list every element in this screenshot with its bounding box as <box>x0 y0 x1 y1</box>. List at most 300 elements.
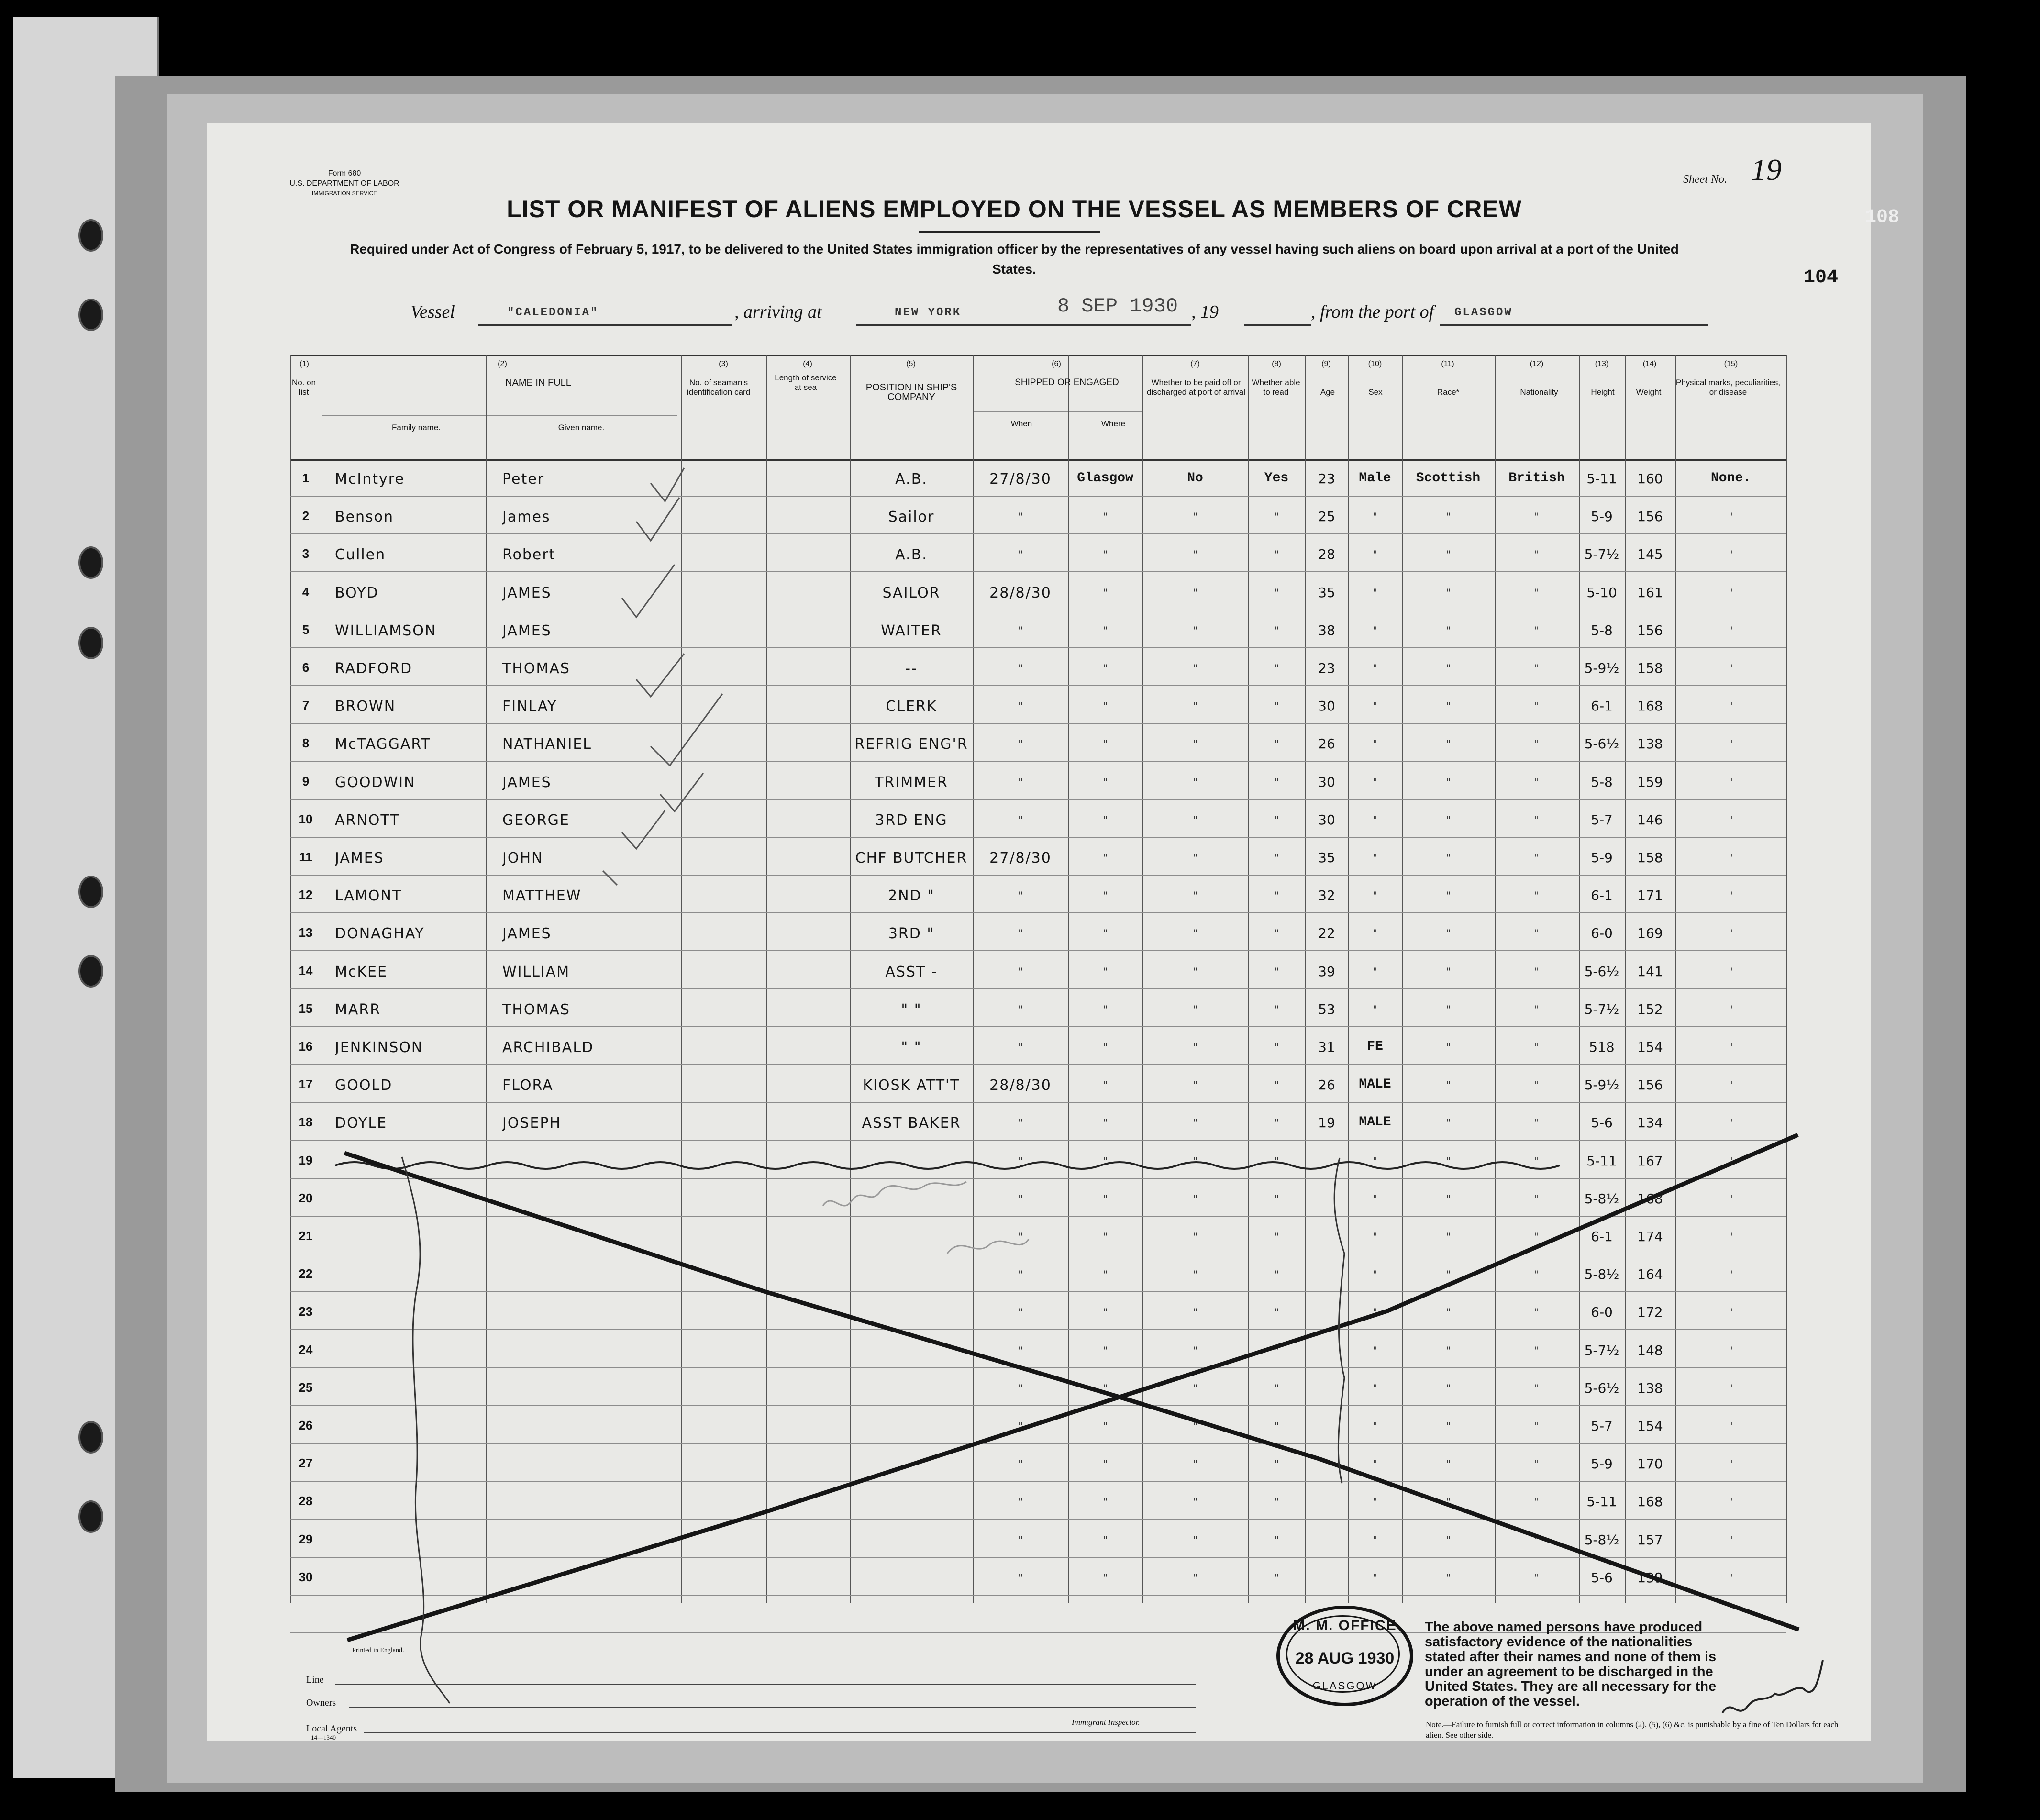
able-to-read-cell: " <box>1274 1080 1279 1092</box>
cross-line-2 <box>347 1135 1798 1640</box>
nationality-cell: " <box>1534 1497 1540 1509</box>
header-given-name: Given name. <box>558 423 605 432</box>
race-cell: " <box>1445 1269 1451 1281</box>
paid-off-cell: " <box>1192 701 1198 713</box>
row-number: 23 <box>299 1304 313 1319</box>
sex-cell: " <box>1372 1497 1378 1509</box>
physical-marks-cell: " <box>1728 739 1734 751</box>
weight-cell: 169 <box>1637 925 1663 941</box>
header-height: Height <box>1591 388 1615 397</box>
column-number: (12) <box>1530 360 1544 368</box>
able-to-read-cell: " <box>1274 1004 1279 1016</box>
sex-cell: " <box>1372 549 1378 561</box>
stamp-date: 28 AUG 1930 <box>1295 1649 1395 1667</box>
race-cell: " <box>1445 1421 1451 1433</box>
physical-marks-cell: " <box>1728 1156 1734 1168</box>
position-cell: REFRIG ENG'R <box>854 736 968 753</box>
shipped-when-cell: " <box>1018 815 1023 827</box>
row-number: 10 <box>299 812 313 826</box>
paid-off-cell: " <box>1192 625 1198 637</box>
column-number: (6) <box>1052 360 1061 368</box>
shipped-when-cell: " <box>1018 890 1023 902</box>
race-cell: " <box>1445 1232 1451 1243</box>
weight-cell: 134 <box>1637 1115 1663 1131</box>
nationality-cell: " <box>1534 1080 1540 1092</box>
shipped-where-cell: " <box>1102 1080 1108 1092</box>
weight-cell: 154 <box>1637 1039 1663 1055</box>
sex-cell: FE <box>1367 1039 1383 1054</box>
position-cell: CLERK <box>886 698 937 715</box>
paid-off-cell: " <box>1192 1232 1198 1243</box>
shipped-when-cell: " <box>1018 928 1023 940</box>
physical-marks-cell: " <box>1728 511 1734 523</box>
weight-cell: 156 <box>1637 622 1663 638</box>
shipped-when-cell: " <box>1018 1383 1023 1395</box>
vessel-label: Vessel <box>410 302 455 322</box>
height-cell: 6-1 <box>1591 888 1613 903</box>
row-number: 3 <box>302 546 310 561</box>
height-cell: 5-8½ <box>1584 1532 1619 1548</box>
paid-off-cell: " <box>1192 663 1198 675</box>
shipped-where-cell: " <box>1102 701 1108 713</box>
wavy-divider-line <box>335 1162 1560 1169</box>
requirement-text: Required under Act of Congress of February 5, 1917, to be delivered to the United States immigration officer by the representatives of any vessel having such aliens on board upon arrival at a port of the United States. <box>350 242 1679 277</box>
page-title: LIST OR MANIFEST OF ALIENS EMPLOYED ON THE VESSEL AS MEMBERS OF CREW <box>507 196 1522 222</box>
sex-cell: MALE <box>1359 1077 1391 1092</box>
race-cell: " <box>1445 739 1451 751</box>
column-number: (2) <box>498 360 507 368</box>
position-cell: A.B. <box>895 546 928 563</box>
family-name-cell: JENKINSON <box>335 1039 423 1056</box>
row-number: 16 <box>299 1039 313 1054</box>
nationality-cell: " <box>1534 928 1540 940</box>
header-where: Where <box>1101 419 1126 428</box>
weight-cell: 146 <box>1637 812 1663 828</box>
height-cell: 5-11 <box>1586 471 1617 487</box>
family-name-cell: Benson <box>335 509 394 525</box>
sheet-stamp-108: 108 <box>1865 207 1900 228</box>
physical-marks-cell: " <box>1728 890 1734 902</box>
row-number: 15 <box>299 1001 313 1016</box>
shipped-when-cell: " <box>1018 1307 1023 1319</box>
physical-marks-cell: " <box>1728 1383 1734 1395</box>
physical-marks-cell: " <box>1728 1497 1734 1509</box>
position-cell: -- <box>905 660 918 677</box>
column-number: (13) <box>1595 360 1609 368</box>
sex-cell: " <box>1372 739 1378 751</box>
row-number: 6 <box>302 660 310 675</box>
family-name-cell: RADFORD <box>335 660 413 677</box>
family-name-cell: McKEE <box>335 964 388 980</box>
row-number: 12 <box>299 888 313 902</box>
right-squiggle-line <box>1334 1158 1344 1483</box>
height-cell: 5-8½ <box>1584 1191 1619 1207</box>
sex-cell: " <box>1372 511 1378 523</box>
sex-cell: " <box>1372 1459 1378 1471</box>
height-cell: 5-7½ <box>1584 546 1619 562</box>
column-number: (15) <box>1724 360 1738 368</box>
physical-marks-cell: " <box>1728 663 1734 675</box>
shipped-when-cell: " <box>1018 1269 1023 1281</box>
weight-cell: 170 <box>1637 1456 1663 1472</box>
row-number: 9 <box>302 774 310 788</box>
weight-cell: 138 <box>1637 1380 1663 1396</box>
physical-marks-cell: " <box>1728 1194 1734 1206</box>
header-sex: Sex <box>1368 388 1383 397</box>
given-name-cell: THOMAS <box>502 660 570 677</box>
age-cell: 30 <box>1318 774 1335 790</box>
row-number: 26 <box>299 1418 313 1432</box>
header-race: Race* <box>1437 388 1460 397</box>
nationality-cell: " <box>1534 1042 1540 1054</box>
shipped-when-cell: " <box>1018 1194 1023 1206</box>
sex-cell: " <box>1372 966 1378 978</box>
nationality-cell: " <box>1534 701 1540 713</box>
nationality-cell: " <box>1534 853 1540 865</box>
given-name-cell: James <box>502 509 551 525</box>
height-cell: 5-11 <box>1586 1153 1617 1169</box>
age-cell: 25 <box>1318 509 1335 524</box>
able-to-read-cell: " <box>1274 1232 1279 1243</box>
able-to-read-cell: " <box>1274 1269 1279 1281</box>
height-cell: 6-0 <box>1591 1304 1613 1320</box>
height-cell: 5-9½ <box>1584 660 1619 676</box>
given-name-cell: GEORGE <box>502 812 570 829</box>
given-name-cell: ARCHIBALD <box>502 1039 594 1056</box>
row-number: 25 <box>299 1380 313 1395</box>
paid-off-cell: " <box>1192 1194 1198 1206</box>
weight-cell: 139 <box>1637 1570 1663 1586</box>
able-to-read-cell: " <box>1274 511 1279 523</box>
row-number: 28 <box>299 1494 313 1508</box>
able-to-read-cell: " <box>1274 1383 1279 1395</box>
position-cell: 2ND " <box>888 888 935 904</box>
nationality-cell: " <box>1534 966 1540 978</box>
from-label: , from the port of <box>1311 302 1434 322</box>
shipped-where-cell: " <box>1102 511 1108 523</box>
header-shipped-engaged: SHIPPED OR ENGAGED <box>1015 377 1119 388</box>
shipped-when-cell: " <box>1018 777 1023 789</box>
given-name-cell: FLORA <box>502 1077 554 1094</box>
height-cell: 5-10 <box>1586 585 1617 600</box>
race-cell: " <box>1445 701 1451 713</box>
race-cell: " <box>1445 853 1451 865</box>
nationality-cell: " <box>1534 777 1540 789</box>
race-cell: " <box>1445 890 1451 902</box>
shipped-when-cell: " <box>1018 663 1023 675</box>
weight-cell: 138 <box>1637 736 1663 752</box>
weight-cell: 168 <box>1637 698 1663 714</box>
shipped-where-cell: " <box>1102 739 1108 751</box>
shipped-where-cell: " <box>1102 663 1108 675</box>
weight-cell: 145 <box>1637 546 1663 562</box>
race-cell: " <box>1445 1345 1451 1357</box>
height-cell: 5-9½ <box>1584 1077 1619 1093</box>
race-cell: " <box>1445 966 1451 978</box>
owners-label: Owners <box>306 1698 336 1708</box>
sex-cell: " <box>1372 663 1378 675</box>
column-number: (11) <box>1441 360 1454 368</box>
shipped-when-cell: " <box>1018 1573 1023 1585</box>
family-name-cell: BOYD <box>335 585 379 601</box>
race-cell: " <box>1445 549 1451 561</box>
shipped-when-cell: " <box>1018 1497 1023 1509</box>
race-cell: " <box>1445 663 1451 675</box>
row-number: 4 <box>302 585 310 599</box>
height-cell: 5-6 <box>1591 1115 1613 1131</box>
sex-cell: " <box>1372 1194 1378 1206</box>
race-cell: " <box>1445 1497 1451 1509</box>
age-cell: 30 <box>1318 812 1335 828</box>
shipped-where-cell: " <box>1102 966 1108 978</box>
nationality-cell: " <box>1534 1194 1540 1206</box>
weight-cell: 167 <box>1637 1153 1663 1169</box>
shipped-when-cell: 27/8/30 <box>989 850 1052 866</box>
nationality-cell: " <box>1534 1573 1540 1585</box>
able-to-read-cell: " <box>1274 1042 1279 1054</box>
race-cell: " <box>1445 777 1451 789</box>
shipped-where-cell: " <box>1102 1535 1108 1547</box>
age-cell: 39 <box>1318 964 1335 979</box>
row-number: 17 <box>299 1077 313 1091</box>
vessel-name: "CALEDONIA" <box>507 306 599 319</box>
physical-marks-cell: " <box>1728 549 1734 561</box>
paid-off-cell: " <box>1192 777 1198 789</box>
column-number: (4) <box>803 360 812 368</box>
row-number: 27 <box>299 1456 313 1470</box>
weight-cell: 160 <box>1637 471 1663 487</box>
header-no-on-list: No. on list <box>291 378 316 397</box>
shipped-when-cell: " <box>1018 549 1023 561</box>
able-to-read-cell: " <box>1274 701 1279 713</box>
able-to-read-cell: " <box>1274 1118 1279 1130</box>
height-cell: 5-7½ <box>1584 1343 1619 1358</box>
able-to-read-cell: Yes <box>1264 471 1289 486</box>
paid-off-cell: " <box>1192 1118 1198 1130</box>
sex-cell: " <box>1372 1156 1378 1168</box>
sex-cell: " <box>1372 928 1378 940</box>
paid-off-cell: " <box>1192 890 1198 902</box>
position-cell: ASST BAKER <box>862 1115 961 1132</box>
able-to-read-cell: " <box>1274 1194 1279 1206</box>
header-seaman-id: No. of seaman's identification card <box>687 378 751 397</box>
nationality-cell: " <box>1534 1535 1540 1547</box>
footnote-text: Note.—Failure to furnish full or correct information in columns (2), (5), (6) &c. is punishable by a fine of Ten Dollars for each alien. See other side. <box>1426 1720 1839 1740</box>
header-name-in-full: NAME IN FULL <box>505 377 571 388</box>
printed-in: Printed in England. <box>352 1647 404 1654</box>
weight-cell: 159 <box>1637 774 1663 790</box>
able-to-read-cell: " <box>1274 1307 1279 1319</box>
agents-code: 14—1340 <box>311 1734 336 1741</box>
form-number: Form 680 <box>328 169 361 178</box>
nationality-cell: " <box>1534 1269 1540 1281</box>
paid-off-cell: " <box>1192 588 1198 599</box>
family-name-cell: ARNOTT <box>335 812 400 829</box>
given-name-cell: JAMES <box>502 774 552 791</box>
row-number: 13 <box>299 925 313 940</box>
owners-underline <box>349 1707 1196 1708</box>
sex-cell: " <box>1372 1004 1378 1016</box>
family-name-cell: DOYLE <box>335 1115 388 1132</box>
able-to-read-cell: " <box>1274 890 1279 902</box>
nationality-cell: " <box>1534 1118 1540 1130</box>
shipped-when-cell: " <box>1018 1156 1023 1168</box>
nationality-cell: " <box>1534 739 1540 751</box>
physical-marks-cell: " <box>1728 1307 1734 1319</box>
header-when: When <box>1010 419 1032 428</box>
column-number: (10) <box>1368 360 1382 368</box>
physical-marks-cell: " <box>1728 815 1734 827</box>
stamp-bottom-text: GLASGOW <box>1312 1680 1377 1692</box>
able-to-read-cell: " <box>1274 815 1279 827</box>
family-name-cell: BROWN <box>335 698 396 715</box>
shipped-when-cell: " <box>1018 739 1023 751</box>
position-cell: Sailor <box>888 509 935 525</box>
check-marks <box>603 468 722 885</box>
position-cell: KIOSK ATT'T <box>863 1077 960 1094</box>
weight-cell: 156 <box>1637 509 1663 524</box>
height-cell: 5-8 <box>1591 774 1613 790</box>
family-name-cell: GOOLD <box>335 1077 393 1094</box>
header-position: POSITION IN SHIP'S COMPANY <box>865 382 957 402</box>
physical-marks-cell: " <box>1728 1535 1734 1547</box>
sex-cell: " <box>1372 625 1378 637</box>
paid-off-cell: " <box>1192 1080 1198 1092</box>
shipped-where-cell: " <box>1102 1004 1108 1016</box>
family-name-cell: DONAGHAY <box>335 925 425 942</box>
height-cell: 5-6 <box>1591 1570 1613 1586</box>
paid-off-cell: " <box>1192 1042 1198 1054</box>
able-to-read-cell: " <box>1274 1459 1279 1471</box>
physical-marks-cell: " <box>1728 1118 1734 1130</box>
given-name-cell: JAMES <box>502 585 552 601</box>
height-cell: 6-1 <box>1591 698 1613 714</box>
race-cell: " <box>1445 1194 1451 1206</box>
paid-off-cell: " <box>1192 1269 1198 1281</box>
nationality-cell: " <box>1534 511 1540 523</box>
height-cell: 5-8 <box>1591 622 1613 638</box>
shipped-where-cell: Glasgow <box>1077 471 1133 486</box>
shipped-where-cell: " <box>1102 1573 1108 1585</box>
header-paid-off: Whether to be paid off or discharged at port of arrival <box>1147 378 1245 397</box>
physical-marks-cell: " <box>1728 701 1734 713</box>
shipped-where-cell: " <box>1102 1307 1108 1319</box>
race-cell: " <box>1445 1042 1451 1054</box>
age-cell: 23 <box>1318 471 1335 487</box>
weight-cell: 141 <box>1637 964 1663 979</box>
weight-cell: 172 <box>1637 1304 1663 1320</box>
shipped-when-cell: " <box>1018 1421 1023 1433</box>
nationality-cell: " <box>1534 549 1540 561</box>
paid-off-cell: " <box>1192 739 1198 751</box>
weight-cell: 156 <box>1637 1077 1663 1093</box>
physical-marks-cell: " <box>1728 588 1734 599</box>
nationality-cell: " <box>1534 588 1540 599</box>
header-able-to-read: Whether able to read <box>1252 378 1300 397</box>
paid-off-cell: No <box>1187 471 1203 486</box>
shipped-when-cell: " <box>1018 625 1023 637</box>
weight-cell: 168 <box>1637 1494 1663 1509</box>
row-number: 5 <box>302 622 310 637</box>
shipped-where-cell: " <box>1102 1118 1108 1130</box>
physical-marks-cell: " <box>1728 1421 1734 1433</box>
agents-underline <box>364 1732 1196 1733</box>
race-cell: " <box>1445 1573 1451 1585</box>
shipped-where-cell: " <box>1102 890 1108 902</box>
age-cell: 26 <box>1318 1077 1335 1093</box>
nationality-cell: " <box>1534 663 1540 675</box>
row-number: 21 <box>299 1229 313 1243</box>
shipped-when-cell: " <box>1018 1004 1023 1016</box>
able-to-read-cell: " <box>1274 777 1279 789</box>
height-cell: 5-6½ <box>1584 736 1619 752</box>
nationality-cell: " <box>1534 1307 1540 1319</box>
able-to-read-cell: " <box>1274 928 1279 940</box>
declaration-text: The above named persons have produced satisfactory evidence of the nationalities stated after their names and none of them is under an agreement to be discharged in the United States. They are all necessary for the operation of the vessel. <box>1425 1620 1717 1709</box>
row-number: 1 <box>302 471 310 485</box>
shipped-when-cell: " <box>1018 1345 1023 1357</box>
age-cell: 53 <box>1318 1001 1335 1017</box>
shipped-when-cell: " <box>1018 966 1023 978</box>
row-number: 19 <box>299 1153 313 1167</box>
physical-marks-cell: " <box>1728 966 1734 978</box>
given-name-cell: Robert <box>502 546 556 563</box>
race-cell: " <box>1445 1004 1451 1016</box>
given-name-cell: MATTHEW <box>502 888 582 904</box>
header-age: Age <box>1320 388 1335 397</box>
able-to-read-cell: " <box>1274 1535 1279 1547</box>
race-cell: Scottish <box>1416 471 1481 486</box>
shipped-where-cell: " <box>1102 1497 1108 1509</box>
age-cell: 23 <box>1318 660 1335 676</box>
paid-off-cell: " <box>1192 1459 1198 1471</box>
arriving-port: NEW YORK <box>895 306 962 319</box>
sex-cell: " <box>1372 1345 1378 1357</box>
nationality-cell: British <box>1508 471 1565 486</box>
shipped-where-cell: " <box>1102 1156 1108 1168</box>
family-name-cell: GOODWIN <box>335 774 416 791</box>
physical-marks-cell: " <box>1728 625 1734 637</box>
shipped-where-cell: " <box>1102 1421 1108 1433</box>
weight-cell: 158 <box>1637 850 1663 866</box>
race-cell: " <box>1445 1535 1451 1547</box>
weight-cell: 154 <box>1637 1418 1663 1434</box>
race-cell: " <box>1445 625 1451 637</box>
height-cell: 5-9 <box>1591 850 1613 866</box>
sex-cell: " <box>1372 588 1378 599</box>
shipped-where-cell: " <box>1102 928 1108 940</box>
given-name-cell: NATHANIEL <box>502 736 592 753</box>
height-cell: 518 <box>1589 1039 1615 1055</box>
height-cell: 5-9 <box>1591 509 1613 524</box>
paid-off-cell: " <box>1192 549 1198 561</box>
able-to-read-cell: " <box>1274 739 1279 751</box>
physical-marks-cell: " <box>1728 1042 1734 1054</box>
row-number: 24 <box>299 1343 313 1357</box>
family-name-cell: WILLIAMSON <box>335 622 437 639</box>
height-cell: 6-1 <box>1591 1229 1613 1244</box>
header-nationality: Nationality <box>1520 388 1558 397</box>
row-number: 22 <box>299 1266 313 1281</box>
able-to-read-cell: " <box>1274 1497 1279 1509</box>
given-name-cell: JOSEPH <box>502 1115 562 1132</box>
column-number: (1) <box>299 360 309 368</box>
sheet-label: Sheet No. <box>1683 173 1727 186</box>
shipped-when-cell: 27/8/30 <box>989 471 1052 488</box>
given-name-cell: FINLAY <box>502 698 557 715</box>
physical-marks-cell: " <box>1728 1345 1734 1357</box>
position-cell: TRIMMER <box>875 774 948 791</box>
